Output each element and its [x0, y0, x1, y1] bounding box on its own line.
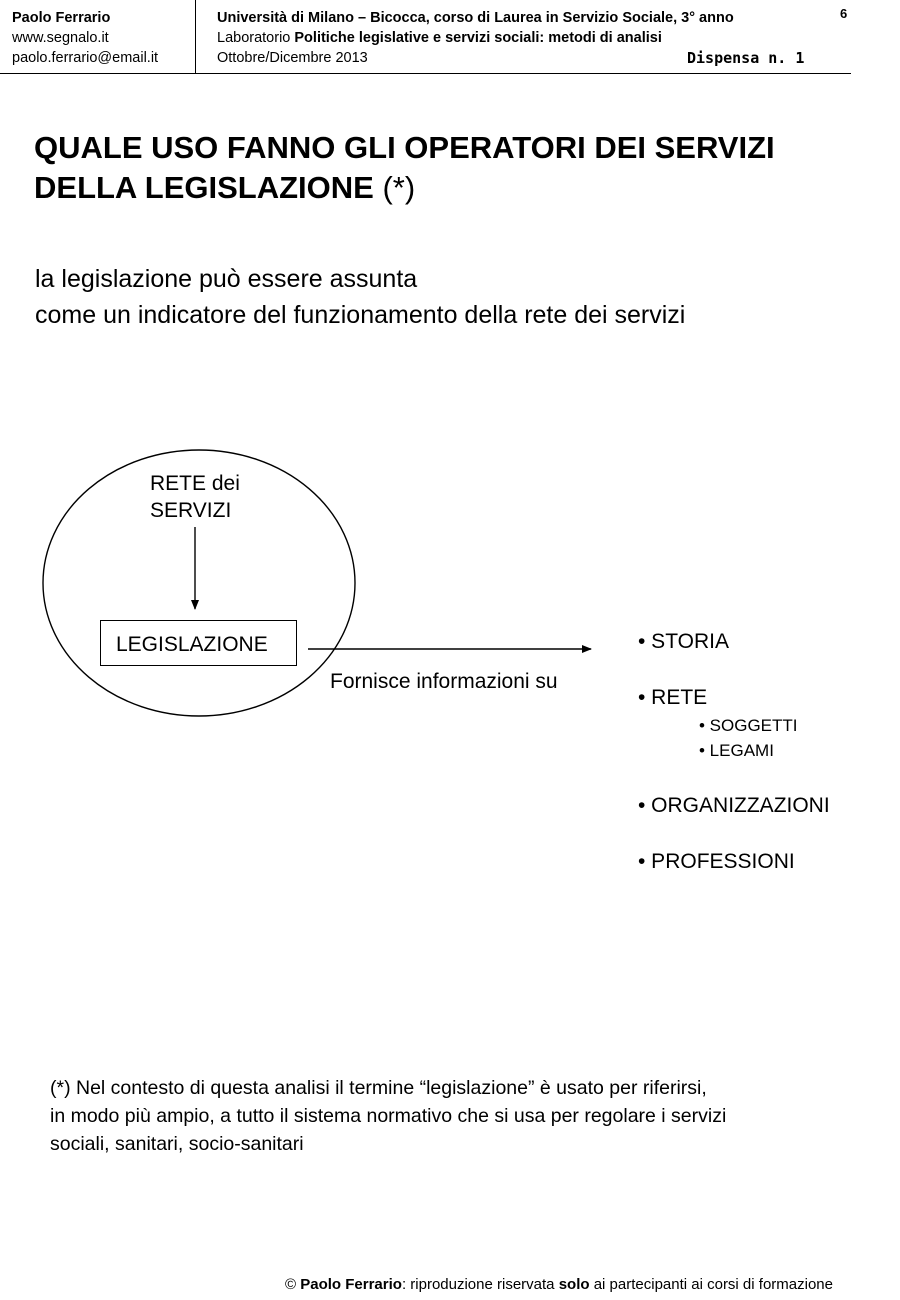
item-professioni: • PROFESSIONI [638, 850, 795, 873]
intro-line-2: come un indicatore del funzionamento della rete dei servizi [35, 301, 686, 329]
author-name: Paolo Ferrario [12, 10, 111, 26]
rete-servizi-label [150, 470, 240, 524]
author-email: paolo.ferrario@email.it [12, 50, 159, 66]
footnote-line-1: (*) Nel contesto di questa analisi il termine “legislazione” è usato per riferirsi, [50, 1077, 707, 1099]
copyright-name: Paolo Ferrario [300, 1276, 402, 1293]
title-footnote-marker: (*) [373, 170, 416, 205]
period-line: Ottobre/Dicembre 2013 [217, 50, 368, 66]
arrow-label: Fornisce informazioni su [330, 670, 558, 693]
title-line-1: QUALE USO FANNO GLI OPERATORI DEI SERVIZI [34, 130, 775, 165]
item-legami: • LEGAMI [699, 741, 774, 760]
item-storia: • STORIA [638, 630, 729, 653]
copyright-notice [285, 1276, 833, 1293]
item-soggetti: • SOGGETTI [699, 716, 798, 735]
item-rete: • RETE [638, 686, 708, 709]
lab-prefix: Laboratorio [217, 30, 295, 46]
item-organizzazioni: • ORGANIZZAZIONI [638, 794, 830, 817]
legislazione-label: LEGISLAZIONE [116, 633, 268, 656]
rete-label-line-1: RETE dei [150, 472, 240, 495]
rete-label-line-2: SERVIZI [150, 499, 232, 522]
university-line: Università di Milano – Bicocca, corso di Laurea in Servizio Sociale, 3° anno [217, 10, 734, 26]
footnote-line-2: in modo più ampio, a tutto il sistema normativo che si usa per regolare i servizi [50, 1105, 727, 1127]
title-line-2-text: DELLA LEGISLAZIONE [34, 170, 374, 205]
footnote [50, 1074, 726, 1158]
intro-line-1: la legislazione può essere assunta [35, 265, 418, 293]
lab-title: Politiche legislative e servizi sociali: metodi di analisi [294, 30, 662, 46]
dispensa-label: Dispensa n. 1 [687, 49, 805, 67]
author-website: www.segnalo.it [12, 30, 109, 46]
copyright-solo: solo [558, 1276, 590, 1293]
copyright-symbol: © [285, 1276, 301, 1293]
copyright-text-1: : riproduzione riservata [401, 1276, 559, 1293]
footnote-line-3: sociali, sanitari, socio-sanitari [50, 1133, 304, 1155]
copyright-text-2: ai partecipanti ai corsi di formazione [589, 1276, 833, 1293]
page-number: 6 [840, 6, 848, 21]
